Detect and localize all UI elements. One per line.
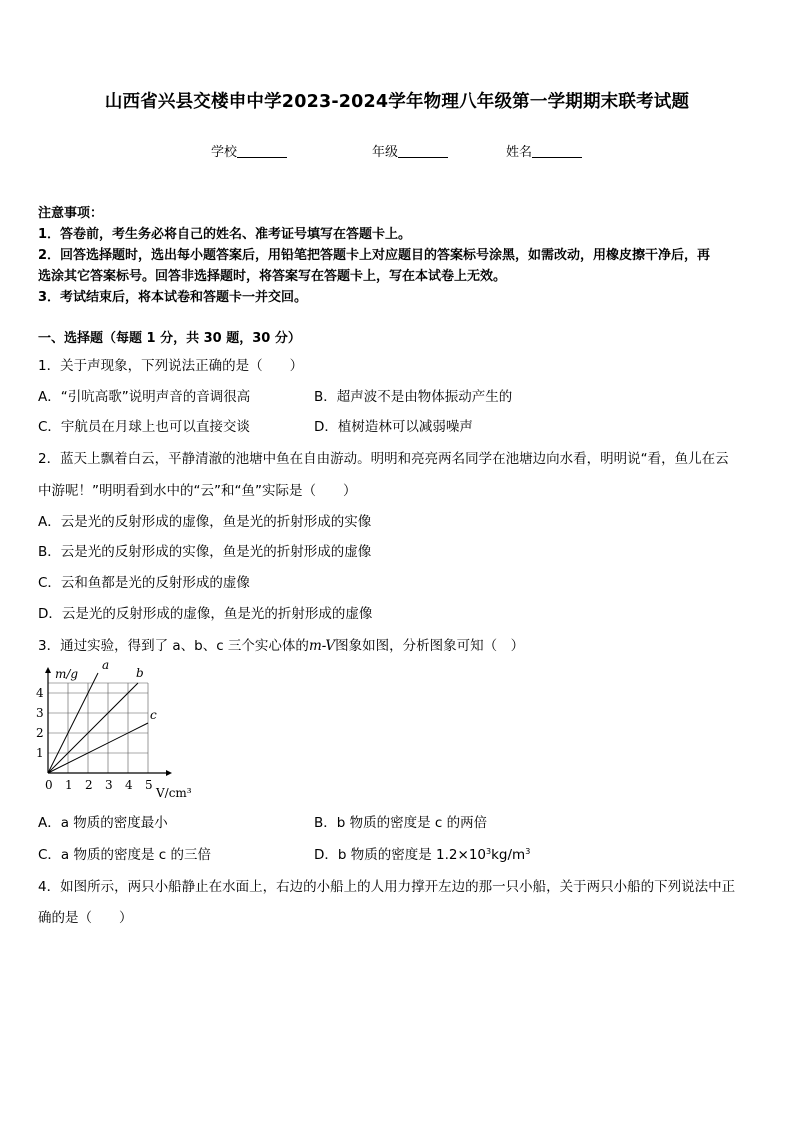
question-1-option-b: B．超声波不是由物体振动产生的 — [314, 389, 513, 405]
question-3-stem — [38, 634, 524, 654]
question-1-stem: 1．关于声现象，下列说法正确的是（ ） — [38, 358, 304, 374]
mv-graph — [30, 662, 200, 804]
school-label: 学校 — [211, 145, 238, 160]
question-2-stem-cont: 中游呢！”明明看到水中的“云”和“鱼”实际是（ ） — [38, 483, 357, 499]
school-blank — [237, 144, 287, 158]
question-2-stem: 2．蓝天上飘着白云，平静清澈的池塘中鱼在自由游动。明明和亮亮两名同学在池塘边向水看，明明说“看，鱼儿在云 — [38, 451, 729, 467]
y-tick-label: 3 — [36, 706, 44, 720]
notice-item: 选涂其它答案标号。回答非选择题时，将答案写在答题卡上，写在本试卷上无效。 — [38, 269, 507, 284]
question-3-stem-post: 图象如图，分析图象可知（ ） — [335, 638, 525, 654]
option-d-text: D．b 物质的密度是 1.2×10 — [314, 847, 487, 863]
question-1-option-d: D．植树造林可以减弱噪声 — [314, 419, 473, 435]
question-3-option-c: C．a 物质的密度是 c 的三倍 — [38, 847, 211, 863]
x-tick-label: 4 — [125, 778, 133, 792]
question-3-option-b: B．b 物质的密度是 c 的两倍 — [314, 815, 488, 831]
x-tick-label: 5 — [145, 778, 153, 792]
series-label-c: c — [150, 708, 157, 722]
section-heading: 一、选择题（每题 1 分，共 30 题，30 分） — [38, 331, 301, 346]
y-tick-label: 4 — [36, 686, 44, 700]
series-line-c — [48, 723, 148, 773]
school-field — [211, 141, 287, 160]
question-1-option-c: C．宇航员在月球上也可以直接交谈 — [38, 419, 250, 435]
question-3-mv-symbol: m-V — [308, 638, 336, 654]
question-2-option-a: A．云是光的反射形成的虚像，鱼是光的折射形成的实像 — [38, 514, 372, 530]
page-title: 山西省兴县交楼申中学2023-2024学年物理八年级第一学期期末联考试题 — [104, 92, 690, 112]
grade-field — [372, 141, 448, 160]
x-tick-label: 1 — [65, 778, 73, 792]
grade-blank — [398, 144, 448, 158]
unit: kg/m — [491, 847, 526, 863]
series-label-b: b — [136, 666, 144, 680]
question-2-option-b: B．云是光的反射形成的实像，鱼是光的折射形成的虚像 — [38, 544, 372, 560]
question-1-option-a: A．“引吭高歌”说明声音的音调很高 — [38, 389, 251, 405]
notice-item: 2．回答选择题时，选出每小题答案后，用铅笔把答题卡上对应题目的答案标号涂黑，如需改动，用橡皮擦干净后，再 — [38, 248, 711, 263]
chart-grid — [48, 683, 148, 773]
y-axis-arrow — [45, 667, 51, 673]
notice-item: 1．答卷前，考生务必将自己的姓名、准考证号填写在答题卡上。 — [38, 227, 412, 242]
question-3-option-d — [314, 843, 530, 863]
x-tick-label: 3 — [105, 778, 113, 792]
exponent: 3 — [486, 847, 492, 856]
series-label-a: a — [102, 662, 110, 672]
series-line-b — [48, 683, 138, 773]
unit-exponent: 3 — [525, 847, 531, 856]
series-line-a — [48, 673, 98, 773]
question-4-stem-cont: 确的是（ ） — [38, 910, 133, 926]
name-label: 姓名 — [506, 145, 533, 160]
x-axis-arrow — [166, 770, 172, 776]
question-2-option-c: C．云和鱼都是光的反射形成的虚像 — [38, 575, 250, 591]
question-3-stem-pre: 3．通过实验，得到了 a、b、c 三个实心体的 — [38, 638, 309, 654]
notice-item: 3．考试结束后，将本试卷和答题卡一并交回。 — [38, 290, 308, 305]
question-3-option-a: A．a 物质的密度最小 — [38, 815, 168, 831]
x-axis-label: V/cm³ — [156, 786, 192, 800]
grade-label: 年级 — [372, 145, 399, 160]
x-tick-label: 2 — [85, 778, 93, 792]
question-2-option-d: D．云是光的反射形成的虚像，鱼是光的折射形成的虚像 — [38, 606, 373, 622]
question-4-stem: 4．如图所示，两只小船静止在水面上，右边的小船上的人用力撑开左边的那一只小船，关于两只小船的下列说法中正 — [38, 879, 736, 895]
name-field — [506, 141, 582, 160]
y-tick-label: 1 — [36, 746, 44, 760]
y-axis-label: m/g — [55, 667, 79, 681]
name-blank — [532, 144, 582, 158]
chart-tick-labels — [36, 686, 153, 792]
x-tick-label: 0 — [45, 778, 53, 792]
notice-heading: 注意事项： — [38, 206, 104, 221]
y-tick-label: 2 — [36, 726, 44, 740]
